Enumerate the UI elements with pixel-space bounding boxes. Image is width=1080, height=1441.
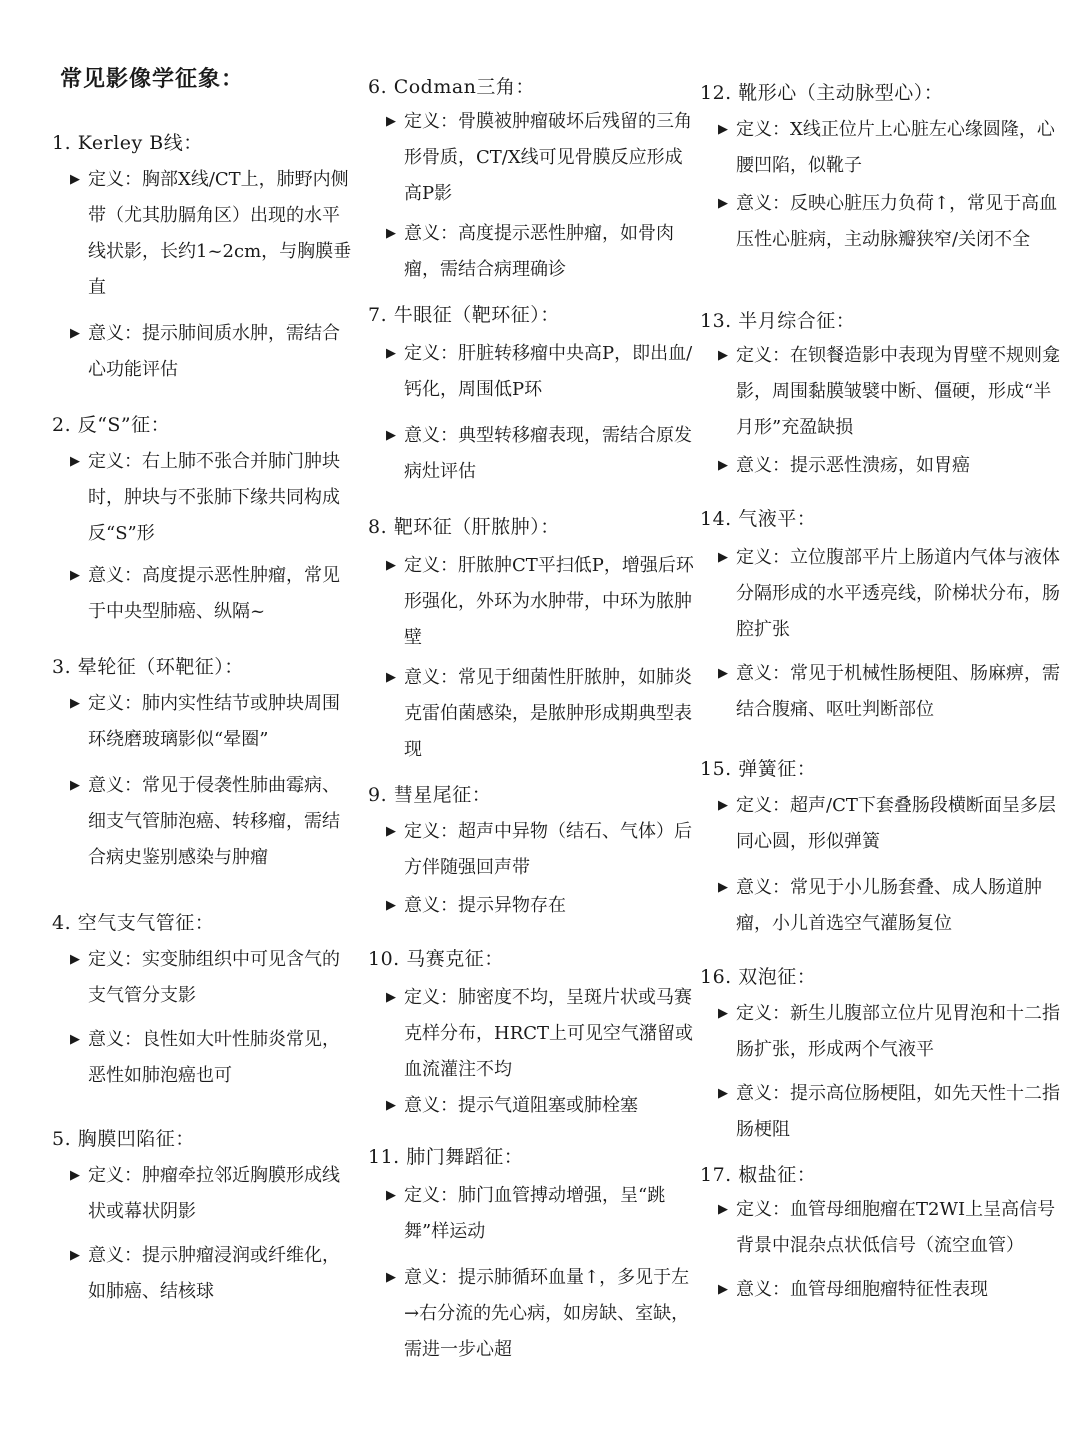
significance-label: 意义： xyxy=(404,1095,458,1116)
definition xyxy=(718,1192,1060,1264)
significance-label: 意义： xyxy=(736,193,790,214)
definition-label: 定义： xyxy=(88,693,142,714)
triangle-bullet-icon: ▶ xyxy=(718,1202,728,1217)
definition-label: 定义： xyxy=(88,1165,142,1186)
triangle-bullet-icon: ▶ xyxy=(386,346,396,361)
triangle-bullet-icon: ▶ xyxy=(718,1006,728,1021)
triangle-bullet-icon: ▶ xyxy=(718,1086,728,1101)
triangle-bullet-icon: ▶ xyxy=(386,898,396,913)
significance-text: 提示气道阻塞或肺栓塞 xyxy=(458,1095,638,1116)
triangle-bullet-icon: ▶ xyxy=(386,1098,396,1113)
triangle-bullet-icon: ▶ xyxy=(718,880,728,895)
significance-label: 意义： xyxy=(736,1279,790,1300)
significance xyxy=(70,1238,352,1310)
definition-text: 胸部X线/CT上，肺野内侧带（尤其肋膈角区）出现的水平线状影，长约1~2cm，与胸膜垂直 xyxy=(88,169,352,298)
triangle-bullet-icon: ▶ xyxy=(70,778,80,793)
significance-text: 提示恶性溃疡，如胃癌 xyxy=(790,455,970,476)
significance-text: 常见于机械性肠梗阻、肠麻痹，需结合腹痛、呕吐判断部位 xyxy=(736,663,1060,720)
definition-label: 定义： xyxy=(404,555,458,576)
significance-text: 提示高位肠梗阻，如先天性十二指肠梗阻 xyxy=(736,1083,1060,1140)
triangle-bullet-icon: ▶ xyxy=(386,990,396,1005)
triangle-bullet-icon: ▶ xyxy=(718,1282,728,1297)
significance-label: 意义： xyxy=(404,223,458,244)
triangle-bullet-icon: ▶ xyxy=(718,550,728,565)
definition-text: 肝脓肿CT平扫低P，增强后环形强化，外环为水肿带，中环为脓肿壁 xyxy=(404,555,694,648)
significance-text: 常见于细菌性肝脓肿，如肺炎克雷伯菌感染，是脓肿形成期典型表现 xyxy=(404,667,692,760)
sign-title: 14. 气液平： xyxy=(700,508,817,530)
triangle-bullet-icon: ▶ xyxy=(70,454,80,469)
sign-title: 4. 空气支气管征： xyxy=(52,912,215,934)
definition-label: 定义： xyxy=(88,451,142,472)
triangle-bullet-icon: ▶ xyxy=(70,1032,80,1047)
significance-label: 意义： xyxy=(736,877,790,898)
sign-title: 7. 牛眼征（靶环征）： xyxy=(368,304,560,326)
significance-text: 提示异物存在 xyxy=(458,895,566,916)
significance-text: 良性如大叶性肺炎常见，恶性如肺泡癌也可 xyxy=(88,1029,340,1086)
significance-text: 常见于小儿肠套叠、成人肠道肿瘤，小儿首选空气灌肠复位 xyxy=(736,877,1042,934)
significance-label: 意义： xyxy=(88,1245,142,1266)
definition xyxy=(386,336,698,408)
triangle-bullet-icon: ▶ xyxy=(386,226,396,241)
definition xyxy=(386,104,698,212)
significance-text: 提示肺间质水肿，需结合心功能评估 xyxy=(88,323,340,380)
definition-text: 新生儿腹部立位片见胃泡和十二指肠扩张，形成两个气液平 xyxy=(736,1003,1060,1060)
page-title: 常见影像学征象： xyxy=(60,66,245,92)
definition-text: 肺内实性结节或肿块周围环绕磨玻璃影似“晕圈” xyxy=(88,693,340,750)
triangle-bullet-icon: ▶ xyxy=(718,666,728,681)
definition-text: 实变肺组织中可见含气的支气管分支影 xyxy=(88,949,340,1006)
triangle-bullet-icon: ▶ xyxy=(70,952,80,967)
significance xyxy=(386,1088,698,1124)
triangle-bullet-icon: ▶ xyxy=(718,798,728,813)
significance xyxy=(718,1272,1060,1308)
significance-text: 典型转移瘤表现，需结合原发病灶评估 xyxy=(404,425,692,482)
sign-title: 9. 彗星尾征： xyxy=(368,784,492,806)
definition-text: X线正位片上心脏左心缘圆隆，心腰凹陷，似靴子 xyxy=(736,119,1055,176)
significance xyxy=(386,418,698,490)
sign-title: 15. 弹簧征： xyxy=(700,758,817,780)
triangle-bullet-icon: ▶ xyxy=(386,558,396,573)
sign-title: 2. 反“S”征： xyxy=(52,414,171,436)
significance xyxy=(718,656,1060,728)
significance xyxy=(718,448,1060,484)
definition-text: 立位腹部平片上肠道内气体与液体分隔形成的水平透亮线，阶梯状分布，肠腔扩张 xyxy=(736,547,1060,640)
definition-text: 骨膜被肿瘤破坏后残留的三角形骨质，CT/X线可见骨膜反应形成高P影 xyxy=(404,111,692,204)
significance-text: 提示肺循环血量↑，多见于左→右分流的先心病，如房缺、室缺，需进一步心超 xyxy=(404,1267,690,1360)
significance xyxy=(70,558,352,630)
definition-label: 定义： xyxy=(404,987,458,1008)
definition-label: 定义： xyxy=(404,821,458,842)
definition-text: 在钡餐造影中表现为胃壁不规则龛影，周围黏膜皱襞中断、僵硬，形成“半月形”充盈缺损 xyxy=(736,345,1060,438)
significance-label: 意义： xyxy=(88,565,142,586)
significance xyxy=(386,888,698,924)
definition-label: 定义： xyxy=(404,343,458,364)
triangle-bullet-icon: ▶ xyxy=(70,696,80,711)
significance-text: 常见于侵袭性肺曲霉病、细支气管肺泡癌、转移瘤，需结合病史鉴别感染与肿瘤 xyxy=(88,775,340,868)
triangle-bullet-icon: ▶ xyxy=(386,824,396,839)
sign-title: 5. 胸膜凹陷征： xyxy=(52,1128,195,1150)
definition-text: 肺密度不均，呈斑片状或马赛克样分布，HRCT上可见空气潴留或血流灌注不均 xyxy=(404,987,694,1080)
definition-label: 定义： xyxy=(736,345,790,366)
sign-title: 10. 马赛克征： xyxy=(368,948,504,970)
sign-title: 1. Kerley B线： xyxy=(52,132,203,154)
significance-label: 意义： xyxy=(404,1267,458,1288)
definition-text: 右上肺不张合并肺门肿块时，肿块与不张肺下缘共同构成反“S”形 xyxy=(88,451,340,544)
definition-text: 超声中异物（结石、气体）后方伴随强回声带 xyxy=(404,821,692,878)
significance xyxy=(70,768,352,876)
triangle-bullet-icon: ▶ xyxy=(718,122,728,137)
sign-title: 12. 靴形心（主动脉型心）： xyxy=(700,82,944,104)
significance xyxy=(386,216,698,288)
triangle-bullet-icon: ▶ xyxy=(386,1188,396,1203)
definition-text: 超声/CT下套叠肠段横断面呈多层同心圆，形似弹簧 xyxy=(736,795,1056,852)
significance-label: 意义： xyxy=(736,455,790,476)
triangle-bullet-icon: ▶ xyxy=(386,670,396,685)
definition-text: 血管母细胞瘤在T2WI上呈高信号背景中混杂点状低信号（流空血管） xyxy=(736,1199,1056,1256)
sign-title: 8. 靶环征（肝脓肿）： xyxy=(368,516,560,538)
definition xyxy=(718,996,1060,1068)
definition xyxy=(386,1178,698,1250)
significance-label: 意义： xyxy=(404,425,458,446)
definition-label: 定义： xyxy=(736,547,790,568)
definition-text: 肺门血管搏动增强，呈“跳舞”样运动 xyxy=(404,1185,666,1242)
significance-text: 高度提示恶性肿瘤，如骨肉瘤，需结合病理确诊 xyxy=(404,223,674,280)
definition-text: 肝脏转移瘤中央高P，即出血/钙化，周围低P环 xyxy=(404,343,693,400)
triangle-bullet-icon: ▶ xyxy=(386,1270,396,1285)
significance xyxy=(70,316,352,388)
triangle-bullet-icon: ▶ xyxy=(386,428,396,443)
definition xyxy=(386,548,698,656)
significance-label: 意义： xyxy=(736,663,790,684)
definition xyxy=(70,444,352,552)
definition-label: 定义： xyxy=(404,111,458,132)
significance-label: 意义： xyxy=(88,1029,142,1050)
sign-title: 13. 半月综合征： xyxy=(700,310,856,332)
significance xyxy=(718,1076,1060,1148)
significance-text: 高度提示恶性肿瘤，常见于中央型肺癌、纵隔~ xyxy=(88,565,340,622)
triangle-bullet-icon: ▶ xyxy=(718,458,728,473)
definition-label: 定义： xyxy=(88,949,142,970)
significance-label: 意义： xyxy=(88,775,142,796)
definition-label: 定义： xyxy=(736,1199,790,1220)
triangle-bullet-icon: ▶ xyxy=(70,326,80,341)
definition-label: 定义： xyxy=(736,119,790,140)
definition-text: 肿瘤牵拉邻近胸膜形成线状或幕状阴影 xyxy=(88,1165,340,1222)
triangle-bullet-icon: ▶ xyxy=(70,172,80,187)
significance-label: 意义： xyxy=(88,323,142,344)
significance-label: 意义： xyxy=(404,667,458,688)
significance-label: 意义： xyxy=(404,895,458,916)
sign-title: 16. 双泡征： xyxy=(700,966,817,988)
definition xyxy=(718,788,1060,860)
significance-label: 意义： xyxy=(736,1083,790,1104)
significance xyxy=(386,1260,698,1368)
triangle-bullet-icon: ▶ xyxy=(718,348,728,363)
definition-label: 定义： xyxy=(88,169,142,190)
definition-label: 定义： xyxy=(736,1003,790,1024)
definition xyxy=(70,1158,352,1230)
definition xyxy=(386,980,698,1088)
sign-title: 6. Codman三角： xyxy=(368,76,535,98)
significance xyxy=(70,1022,352,1094)
definition xyxy=(70,942,352,1014)
significance-text: 血管母细胞瘤特征性表现 xyxy=(790,1279,988,1300)
definition xyxy=(70,162,352,306)
significance xyxy=(718,186,1060,258)
triangle-bullet-icon: ▶ xyxy=(70,568,80,583)
triangle-bullet-icon: ▶ xyxy=(718,196,728,211)
significance-text: 反映心脏压力负荷↑，常见于高血压性心脏病，主动脉瓣狭窄/关闭不全 xyxy=(736,193,1058,250)
definition xyxy=(718,112,1060,184)
definition-label: 定义： xyxy=(736,795,790,816)
significance xyxy=(386,660,698,768)
significance-text: 提示肿瘤浸润或纤维化，如肺癌、结核球 xyxy=(88,1245,340,1302)
definition xyxy=(386,814,698,886)
definition xyxy=(718,540,1060,648)
definition xyxy=(718,338,1060,446)
triangle-bullet-icon: ▶ xyxy=(70,1168,80,1183)
definition-label: 定义： xyxy=(404,1185,458,1206)
definition xyxy=(70,686,352,758)
significance xyxy=(718,870,1060,942)
sign-title: 11. 肺门舞蹈征： xyxy=(368,1146,524,1168)
triangle-bullet-icon: ▶ xyxy=(386,114,396,129)
sign-title: 3. 晕轮征（环靶征）： xyxy=(52,656,244,678)
triangle-bullet-icon: ▶ xyxy=(70,1248,80,1263)
sign-title: 17. 椒盐征： xyxy=(700,1164,817,1186)
